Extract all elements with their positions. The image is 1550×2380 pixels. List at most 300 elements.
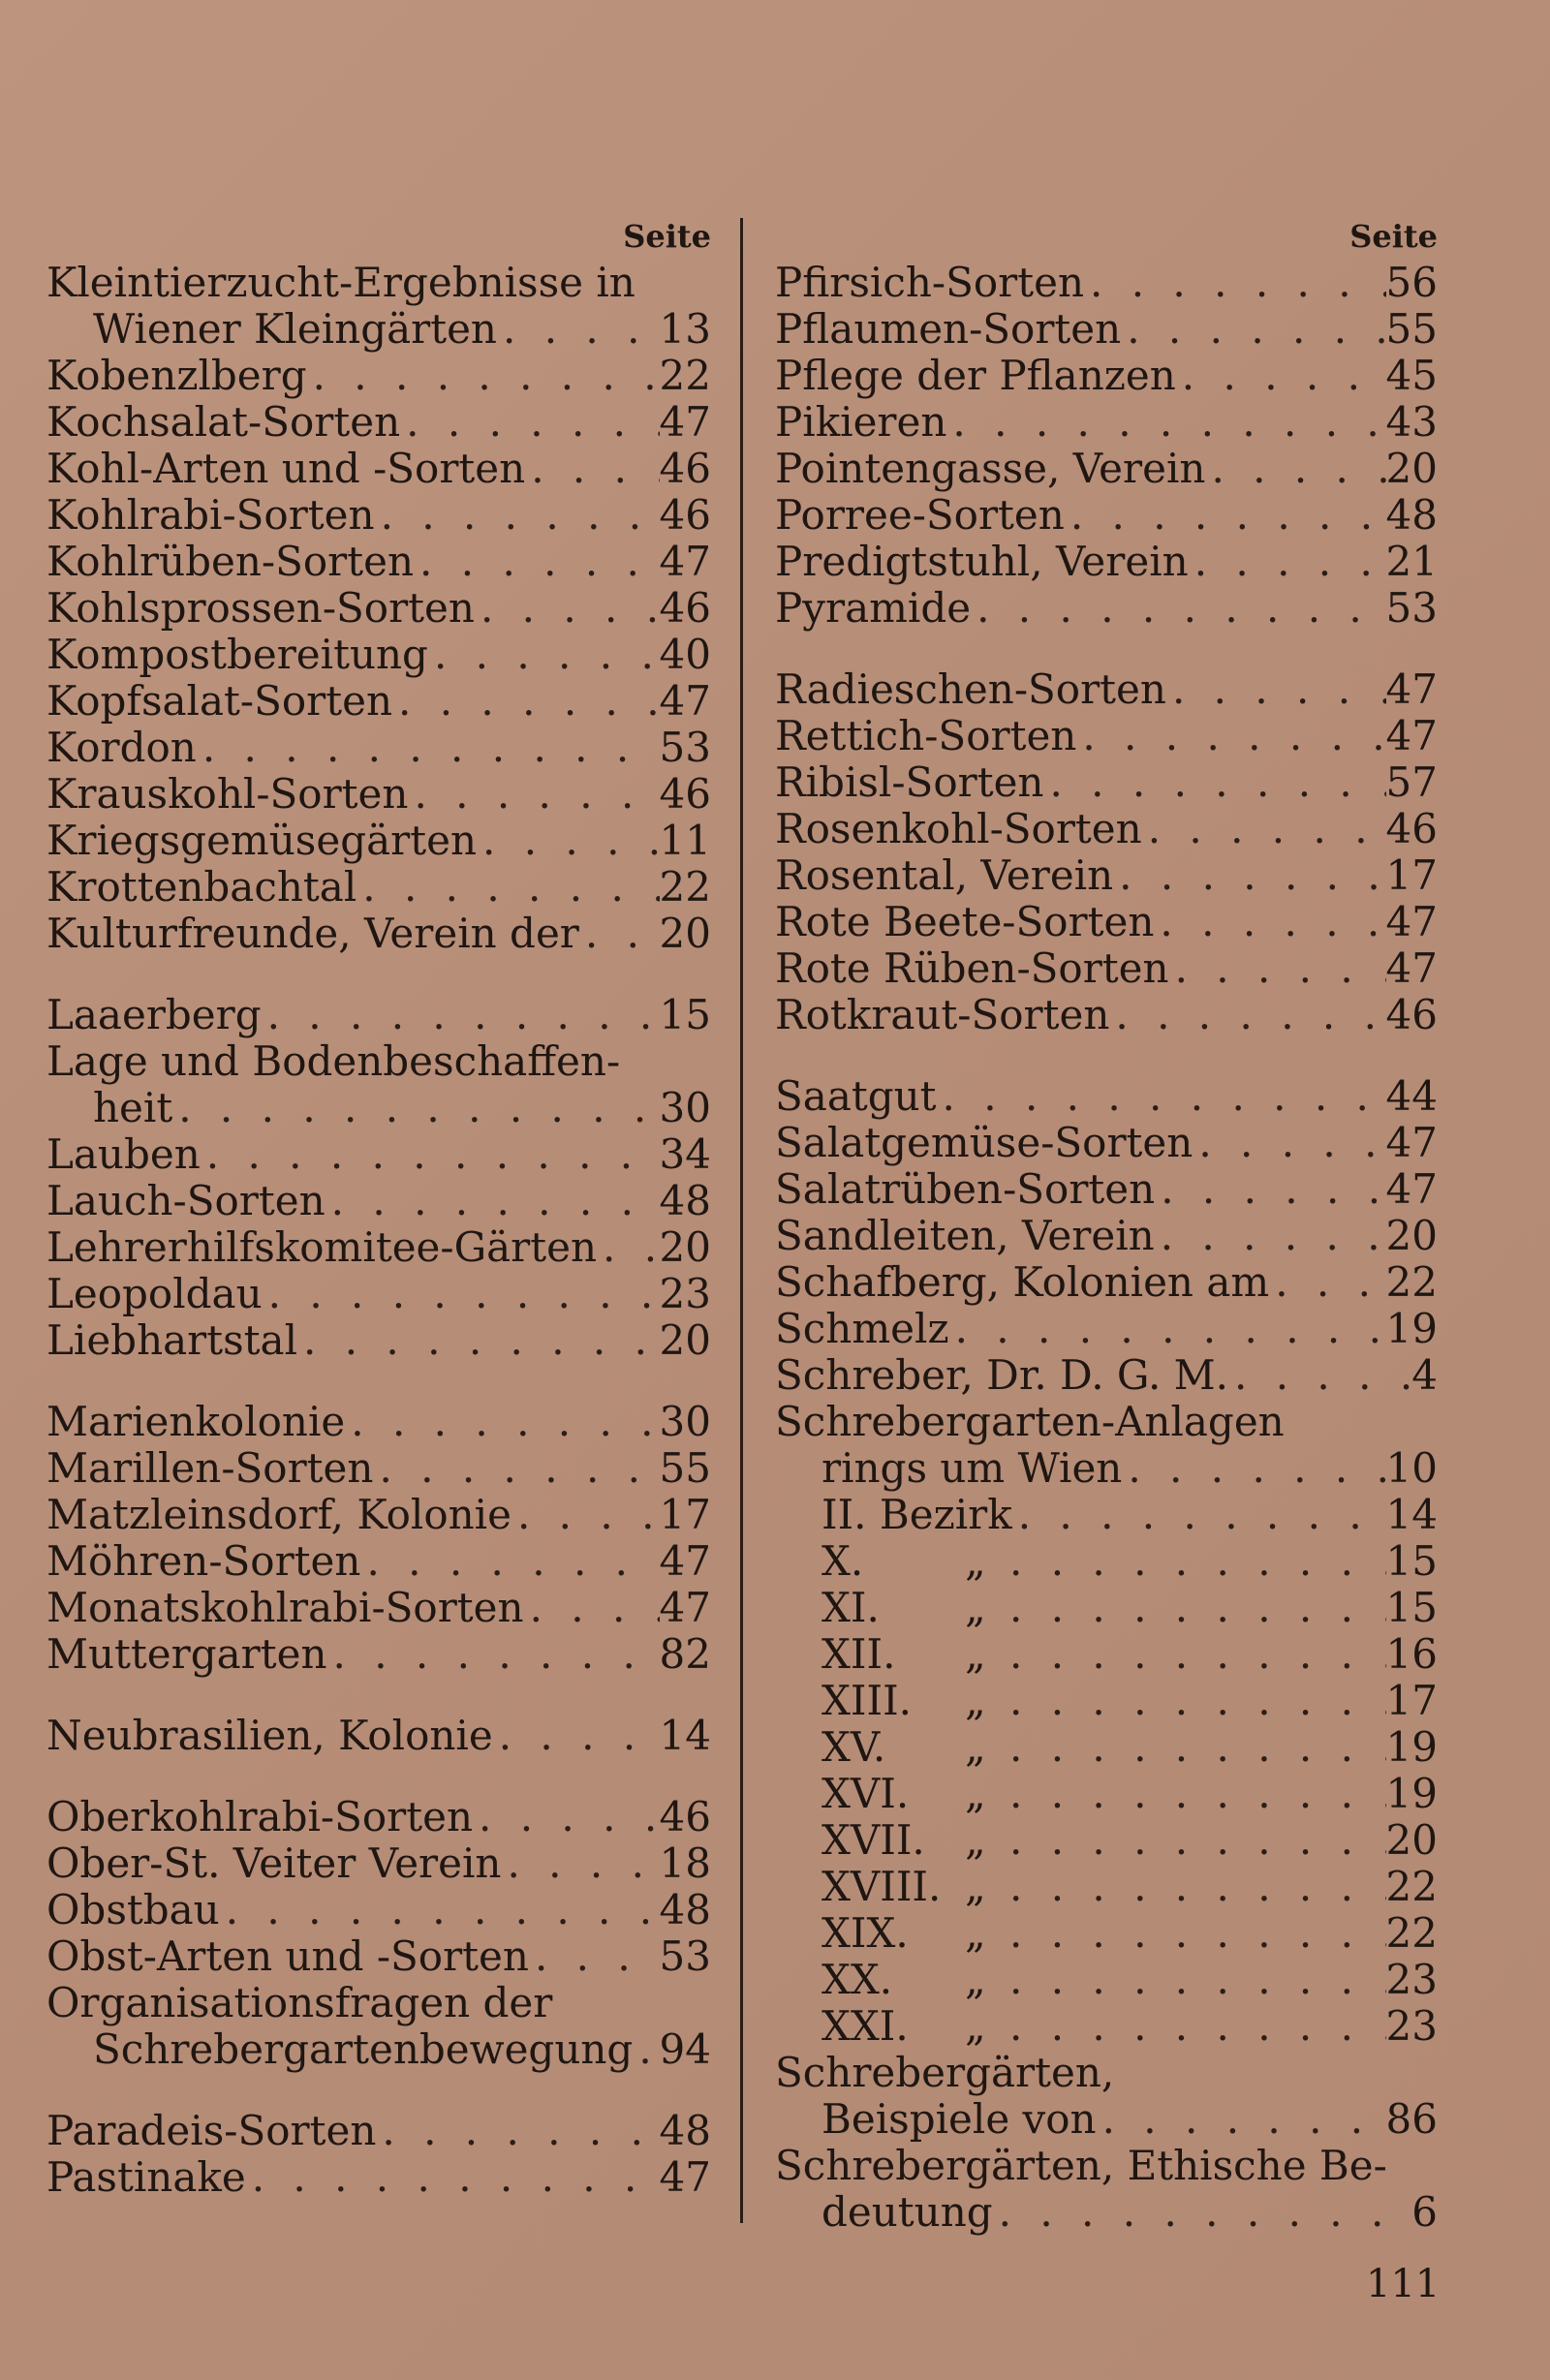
dot-leader — [414, 539, 660, 585]
page-ref: 47 — [1385, 944, 1438, 992]
page-ref: 20 — [659, 910, 711, 957]
section-gap — [46, 2073, 711, 2108]
dot-leader — [497, 306, 660, 353]
ditto-mark: „ — [965, 1677, 986, 1724]
page-ref: 19 — [1385, 1305, 1438, 1352]
page-ref: 47 — [659, 1537, 711, 1585]
index-entry — [775, 1771, 1438, 1817]
page-ref: 17 — [659, 1491, 711, 1538]
index-entry — [46, 1085, 711, 1131]
page-number: 111 — [1366, 2262, 1441, 2306]
index-entry — [46, 632, 711, 678]
index-entry — [775, 992, 1438, 1038]
dot-leader — [172, 1085, 659, 1131]
page-ref: 82 — [659, 1630, 711, 1678]
page-ref: 47 — [659, 538, 711, 585]
index-entry — [46, 1271, 711, 1317]
page-ref: 23 — [659, 1270, 711, 1317]
index-entry — [46, 771, 711, 818]
index-entry — [46, 399, 711, 446]
page-ref: 22 — [1385, 1258, 1438, 1306]
page-ref: 40 — [659, 631, 711, 678]
entry-term: Pikieren — [775, 398, 947, 446]
page-ref: 15 — [1385, 1537, 1438, 1585]
dot-leader — [345, 1399, 659, 1445]
page-ref: 30 — [659, 1398, 711, 1445]
dot-leader — [971, 585, 1385, 632]
index-entry — [46, 992, 711, 1038]
page-ref: 94 — [659, 2025, 711, 2073]
index-entry — [775, 1957, 1438, 2003]
entry-term: Lehrerhilfskomitee-Gärten — [46, 1223, 598, 1271]
dot-leader — [525, 446, 659, 492]
index-column-left — [46, 213, 711, 2201]
index-entry — [775, 1352, 1438, 1399]
ditto-mark: „ — [965, 1956, 986, 2003]
entry-term: Marillen-Sorten — [46, 1444, 374, 1492]
index-entry — [46, 1224, 711, 1271]
dot-leader — [1109, 992, 1385, 1038]
dot-leader — [1043, 759, 1385, 806]
page-ref: 47 — [1385, 1119, 1438, 1166]
dot-leader — [1189, 539, 1386, 585]
page-ref: 22 — [1385, 1863, 1438, 1910]
index-entry — [775, 1910, 1438, 1957]
page-ref: 46 — [659, 584, 711, 632]
index-entry — [46, 1178, 711, 1224]
index-entry — [775, 2050, 1438, 2096]
entry-term: Monatskohlrabi-Sorten — [46, 1584, 524, 1631]
page-ref: 14 — [659, 1712, 711, 1759]
page-ref: 53 — [1385, 584, 1438, 632]
index-entry — [775, 1166, 1438, 1213]
section-gap — [46, 1759, 711, 1794]
page-ref: 47 — [659, 677, 711, 725]
entry-term: Lage und Bodenbeschaffen- — [46, 1037, 621, 1085]
entry-term: Pastinake — [46, 2153, 246, 2201]
entry-term: Beispiele von — [822, 2095, 1097, 2143]
index-entry — [775, 852, 1438, 899]
index-entry — [46, 1445, 711, 1492]
entry-term: Schreber, Dr. D. G. M. — [775, 1351, 1229, 1399]
dot-leader — [1004, 2003, 1386, 2050]
page-ref: 15 — [1385, 1584, 1438, 1631]
ditto-mark: „ — [965, 1816, 986, 1864]
page-ref: 57 — [1385, 758, 1438, 806]
dot-leader — [477, 818, 660, 864]
index-entry — [775, 1445, 1438, 1492]
index-entry — [46, 1538, 711, 1585]
page-ref: 47 — [1385, 1165, 1438, 1213]
ditto-mark: „ — [965, 1770, 986, 1817]
section-gap — [46, 957, 711, 992]
page-ref: 55 — [1385, 305, 1438, 353]
index-entry — [775, 1306, 1438, 1352]
dot-leader — [1269, 1259, 1385, 1306]
page-ref: 20 — [1385, 445, 1438, 492]
page-ref: 47 — [659, 398, 711, 446]
dot-leader — [246, 2154, 660, 2201]
section-gap — [46, 1364, 711, 1399]
dot-leader — [1121, 306, 1385, 353]
entry-term: Rotkraut-Sorten — [775, 991, 1110, 1038]
index-entries-left — [46, 260, 711, 2201]
dot-leader — [1084, 260, 1386, 306]
index-entry — [775, 666, 1438, 713]
index-entry — [775, 945, 1438, 992]
page-ref: 20 — [659, 1223, 711, 1271]
dot-leader — [307, 353, 660, 399]
page-ref: 46 — [1385, 805, 1438, 852]
page-ref: 23 — [1385, 1956, 1438, 2003]
page-ref: 16 — [1385, 1630, 1438, 1678]
entry-term: Kompostbereitung — [46, 631, 428, 678]
entry-term: Kulturfreunde, Verein der — [46, 910, 579, 957]
entry-term: Kohlsprossen-Sorten — [46, 584, 475, 632]
dot-leader — [1205, 446, 1385, 492]
page-ref: 48 — [659, 1886, 711, 1933]
entry-term: Kohl-Arten und -Sorten — [46, 445, 526, 492]
entry-term: Lauben — [46, 1130, 201, 1178]
dot-leader — [392, 678, 660, 725]
ditto-mark: „ — [965, 1863, 986, 1910]
entry-term: Leopoldau — [46, 1270, 263, 1317]
index-entry — [46, 306, 711, 353]
dot-leader — [1154, 899, 1385, 945]
index-entry — [46, 1131, 711, 1178]
entry-term: Rote Beete-Sorten — [775, 898, 1155, 945]
entry-term: Kordon — [46, 724, 197, 771]
index-entry — [46, 1713, 711, 1759]
entry-term: Kohlrabi-Sorten — [46, 491, 375, 539]
index-entry — [46, 1933, 711, 1980]
dot-leader — [375, 492, 660, 539]
page-ref: 47 — [659, 2153, 711, 2201]
dot-leader — [1065, 492, 1386, 539]
index-entry — [46, 818, 711, 864]
page-ref: 21 — [1385, 538, 1438, 585]
entry-term: Pflege der Pflanzen — [775, 352, 1176, 399]
entry-term: Rote Rüben-Sorten — [775, 944, 1169, 992]
index-entry — [775, 2143, 1438, 2189]
index-entry — [46, 1399, 711, 1445]
dot-leader — [1228, 1352, 1411, 1399]
section-gap — [775, 632, 1438, 666]
index-entry — [46, 1492, 711, 1538]
dot-leader — [512, 1492, 660, 1538]
index-entry — [775, 1213, 1438, 1259]
ditto-mark: „ — [965, 1584, 986, 1631]
page-ref: 20 — [1385, 1212, 1438, 1259]
ditto-mark: „ — [965, 1723, 986, 1771]
dot-leader — [263, 1271, 660, 1317]
page-ref: 6 — [1411, 2188, 1438, 2236]
dot-leader — [1176, 353, 1386, 399]
index-entry — [775, 899, 1438, 945]
dot-leader — [524, 1585, 660, 1631]
index-entry — [46, 678, 711, 725]
dot-leader — [1004, 1631, 1386, 1678]
column-divider — [740, 218, 743, 2223]
entry-term: Kriegsgemüsegärten — [46, 817, 477, 864]
entry-term: Kohlrüben-Sorten — [46, 538, 415, 585]
index-entry — [46, 353, 711, 399]
ditto-mark: „ — [965, 1909, 986, 1957]
page-ref: 53 — [659, 1932, 711, 1980]
entry-term: XV. — [822, 1723, 886, 1771]
section-gap — [46, 1678, 711, 1713]
entry-term: Pfirsich-Sorten — [775, 259, 1085, 306]
page-ref: 4 — [1411, 1351, 1438, 1399]
index-entry — [775, 1585, 1438, 1631]
index-entry — [46, 492, 711, 539]
dot-leader — [376, 2108, 659, 2154]
dot-leader — [1004, 1817, 1386, 1864]
dot-leader — [356, 864, 659, 911]
dot-leader — [1169, 945, 1386, 992]
entry-term: XI. — [822, 1584, 880, 1631]
dot-leader — [475, 585, 660, 632]
dot-leader — [1004, 1771, 1386, 1817]
index-entry — [775, 306, 1438, 353]
index-entry — [775, 1724, 1438, 1771]
index-entry — [46, 1840, 711, 1887]
index-entry — [775, 353, 1438, 399]
dot-leader — [993, 2189, 1412, 2236]
dot-leader — [360, 1538, 659, 1585]
dot-leader — [1166, 666, 1386, 713]
dot-leader — [1142, 806, 1386, 852]
dot-leader — [946, 399, 1385, 446]
page-ref: 20 — [659, 1316, 711, 1364]
dot-leader — [326, 1178, 660, 1224]
index-entry — [775, 1259, 1438, 1306]
dot-leader — [1012, 1492, 1386, 1538]
index-entry — [46, 911, 711, 957]
entry-term: Krauskohl-Sorten — [46, 770, 409, 818]
entry-term: Paradeis-Sorten — [46, 2107, 377, 2154]
dot-leader — [297, 1317, 660, 1364]
entry-term: Rosenkohl-Sorten — [775, 805, 1142, 852]
index-entry — [46, 1887, 711, 1933]
page-ref: 48 — [659, 1177, 711, 1224]
entry-term: Salatgemüse-Sorten — [775, 1119, 1194, 1166]
entry-term: Lauch-Sorten — [46, 1177, 326, 1224]
entry-term: Schrebergarten-Anlagen — [775, 1398, 1285, 1445]
entry-term: rings um Wien — [822, 1444, 1123, 1492]
index-entry — [775, 2189, 1438, 2236]
entry-term: XIII. — [822, 1677, 913, 1724]
entry-term: Porree-Sorten — [775, 491, 1065, 539]
entry-term: Pflaumen-Sorten — [775, 305, 1122, 353]
page-ref: 48 — [1385, 491, 1438, 539]
dot-leader — [1004, 1585, 1386, 1631]
entry-term: Schafberg, Kolonien am — [775, 1258, 1270, 1306]
index-entry — [775, 759, 1438, 806]
page-ref: 34 — [659, 1130, 711, 1178]
dot-leader — [633, 2026, 659, 2073]
entry-term: Laaerberg — [46, 991, 262, 1038]
entry-term: Liebhartstal — [46, 1316, 298, 1364]
entry-term: Pointengasse, Verein — [775, 445, 1206, 492]
dot-leader — [201, 1131, 660, 1178]
entry-term: Ribisl-Sorten — [775, 758, 1044, 806]
index-entry — [775, 2003, 1438, 2050]
entry-term: XIX. — [822, 1909, 909, 1957]
dot-leader — [220, 1887, 660, 1933]
page-ref: 47 — [1385, 665, 1438, 713]
page-ref: 45 — [1385, 352, 1438, 399]
page-ref: 17 — [1385, 1677, 1438, 1724]
dot-leader — [1155, 1213, 1386, 1259]
page-ref: 47 — [659, 1584, 711, 1631]
page-ref: 18 — [659, 1839, 711, 1887]
entry-term: Rosental, Verein — [775, 851, 1114, 899]
dot-leader — [1122, 1445, 1385, 1492]
index-entry — [775, 1120, 1438, 1166]
dot-leader — [1004, 1957, 1386, 2003]
entry-term: Radieschen-Sorten — [775, 665, 1166, 713]
entry-term: Ober-St. Veiter Verein — [46, 1839, 502, 1887]
entry-term: Pyramide — [775, 584, 972, 632]
dot-leader — [1004, 1910, 1386, 1957]
page-ref: 43 — [1385, 398, 1438, 446]
dot-leader — [501, 1840, 659, 1887]
dot-leader — [579, 911, 660, 957]
index-entry — [46, 585, 711, 632]
page-ref: 13 — [659, 305, 711, 353]
entry-term: Matzleinsdorf, Kolonie — [46, 1491, 512, 1538]
index-entry — [46, 2026, 711, 2073]
dot-leader — [1004, 1678, 1386, 1724]
entry-term: II. Bezirk — [822, 1491, 1012, 1538]
dot-leader — [1004, 1538, 1386, 1585]
index-entry — [46, 1980, 711, 2026]
index-entry — [775, 1631, 1438, 1678]
entry-term: XVII. — [822, 1816, 925, 1864]
page-ref: 20 — [1385, 1816, 1438, 1864]
index-entry — [775, 1538, 1438, 1585]
entry-term: XVIII. — [822, 1863, 942, 1910]
index-entry — [46, 1317, 711, 1364]
entry-term: Marienkolonie — [46, 1398, 346, 1445]
entry-term: Kleintierzucht-Ergebnisse in — [46, 259, 636, 306]
index-entry — [775, 399, 1438, 446]
entry-term: Predigtstuhl, Verein — [775, 538, 1189, 585]
index-entry — [775, 1073, 1438, 1120]
entry-term: Sandleiten, Verein — [775, 1212, 1155, 1259]
page-ref: 22 — [659, 863, 711, 911]
page-ref: 44 — [1385, 1072, 1438, 1120]
column-header-seite: Seite — [1349, 218, 1438, 255]
index-entry — [46, 2154, 711, 2201]
entry-term: Schrebergärten, Ethische Be- — [775, 2142, 1387, 2189]
page-ref: 86 — [1385, 2095, 1438, 2143]
page-ref: 48 — [659, 2107, 711, 2154]
dot-leader — [428, 632, 660, 678]
entry-term: Schmelz — [775, 1305, 949, 1352]
page-ref: 46 — [659, 491, 711, 539]
entry-term: Schrebergärten, — [775, 2049, 1115, 2096]
entry-term: Kobenzlberg — [46, 352, 307, 399]
page-ref: 46 — [659, 1793, 711, 1840]
page-ref: 22 — [1385, 1909, 1438, 1957]
entry-term: XVI. — [822, 1770, 910, 1817]
page-ref: 46 — [659, 770, 711, 818]
index-entry — [775, 1399, 1438, 1445]
column-header-seite: Seite — [623, 218, 711, 255]
ditto-mark: „ — [965, 1537, 986, 1585]
entry-term: Schrebergartenbewegung — [93, 2025, 634, 2073]
ditto-mark: „ — [965, 2002, 986, 2050]
dot-leader — [493, 1713, 660, 1759]
entry-term: Kopfsalat-Sorten — [46, 677, 393, 725]
dot-leader — [408, 771, 659, 818]
index-entry — [775, 492, 1438, 539]
index-entry — [775, 806, 1438, 852]
index-entry — [46, 864, 711, 911]
entry-term: Salatrüben-Sorten — [775, 1165, 1156, 1213]
index-column-right — [775, 213, 1438, 2236]
dot-leader — [949, 1306, 1386, 1352]
page-ref: 23 — [1385, 2002, 1438, 2050]
entry-term: heit — [93, 1084, 173, 1131]
index-entry — [46, 260, 711, 306]
entry-term: XXI. — [822, 2002, 909, 2050]
entry-term: X. — [822, 1537, 864, 1585]
entry-term: Obstbau — [46, 1886, 220, 1933]
dot-leader — [1076, 713, 1385, 759]
index-entry — [775, 2096, 1438, 2143]
page-ref: 53 — [659, 724, 711, 771]
dot-leader — [1193, 1120, 1385, 1166]
dot-leader — [473, 1794, 660, 1840]
entry-term: XX. — [822, 1956, 893, 2003]
page-ref: 22 — [659, 352, 711, 399]
index-entry — [775, 1678, 1438, 1724]
section-gap — [775, 1038, 1438, 1073]
entry-term: deutung — [822, 2188, 993, 2236]
page-ref: 17 — [1385, 851, 1438, 899]
index-entry — [46, 1794, 711, 1840]
entry-term: XII. — [822, 1630, 896, 1678]
page-ref: 30 — [659, 1084, 711, 1131]
entry-term: Muttergarten — [46, 1630, 327, 1678]
index-entry — [775, 260, 1438, 306]
entry-term: Organisationsfragen der — [46, 1979, 553, 2026]
dot-leader — [373, 1445, 659, 1492]
entry-term: Krottenbachtal — [46, 863, 357, 911]
dot-leader — [327, 1631, 660, 1678]
index-entry — [46, 1038, 711, 1085]
entry-term: Rettich-Sorten — [775, 712, 1077, 759]
index-entry — [775, 1817, 1438, 1864]
page-ref: 19 — [1385, 1770, 1438, 1817]
index-entry — [775, 539, 1438, 585]
page-ref: 55 — [659, 1444, 711, 1492]
dot-leader — [1113, 852, 1385, 899]
index-entry — [775, 585, 1438, 632]
dot-leader — [262, 992, 660, 1038]
page-ref: 46 — [659, 445, 711, 492]
page-ref: 46 — [1385, 991, 1438, 1038]
index-entry — [46, 1585, 711, 1631]
dot-leader — [400, 399, 659, 446]
index-entry — [46, 2108, 711, 2154]
dot-leader — [197, 725, 660, 771]
dot-leader — [597, 1224, 660, 1271]
index-entry — [46, 1631, 711, 1678]
